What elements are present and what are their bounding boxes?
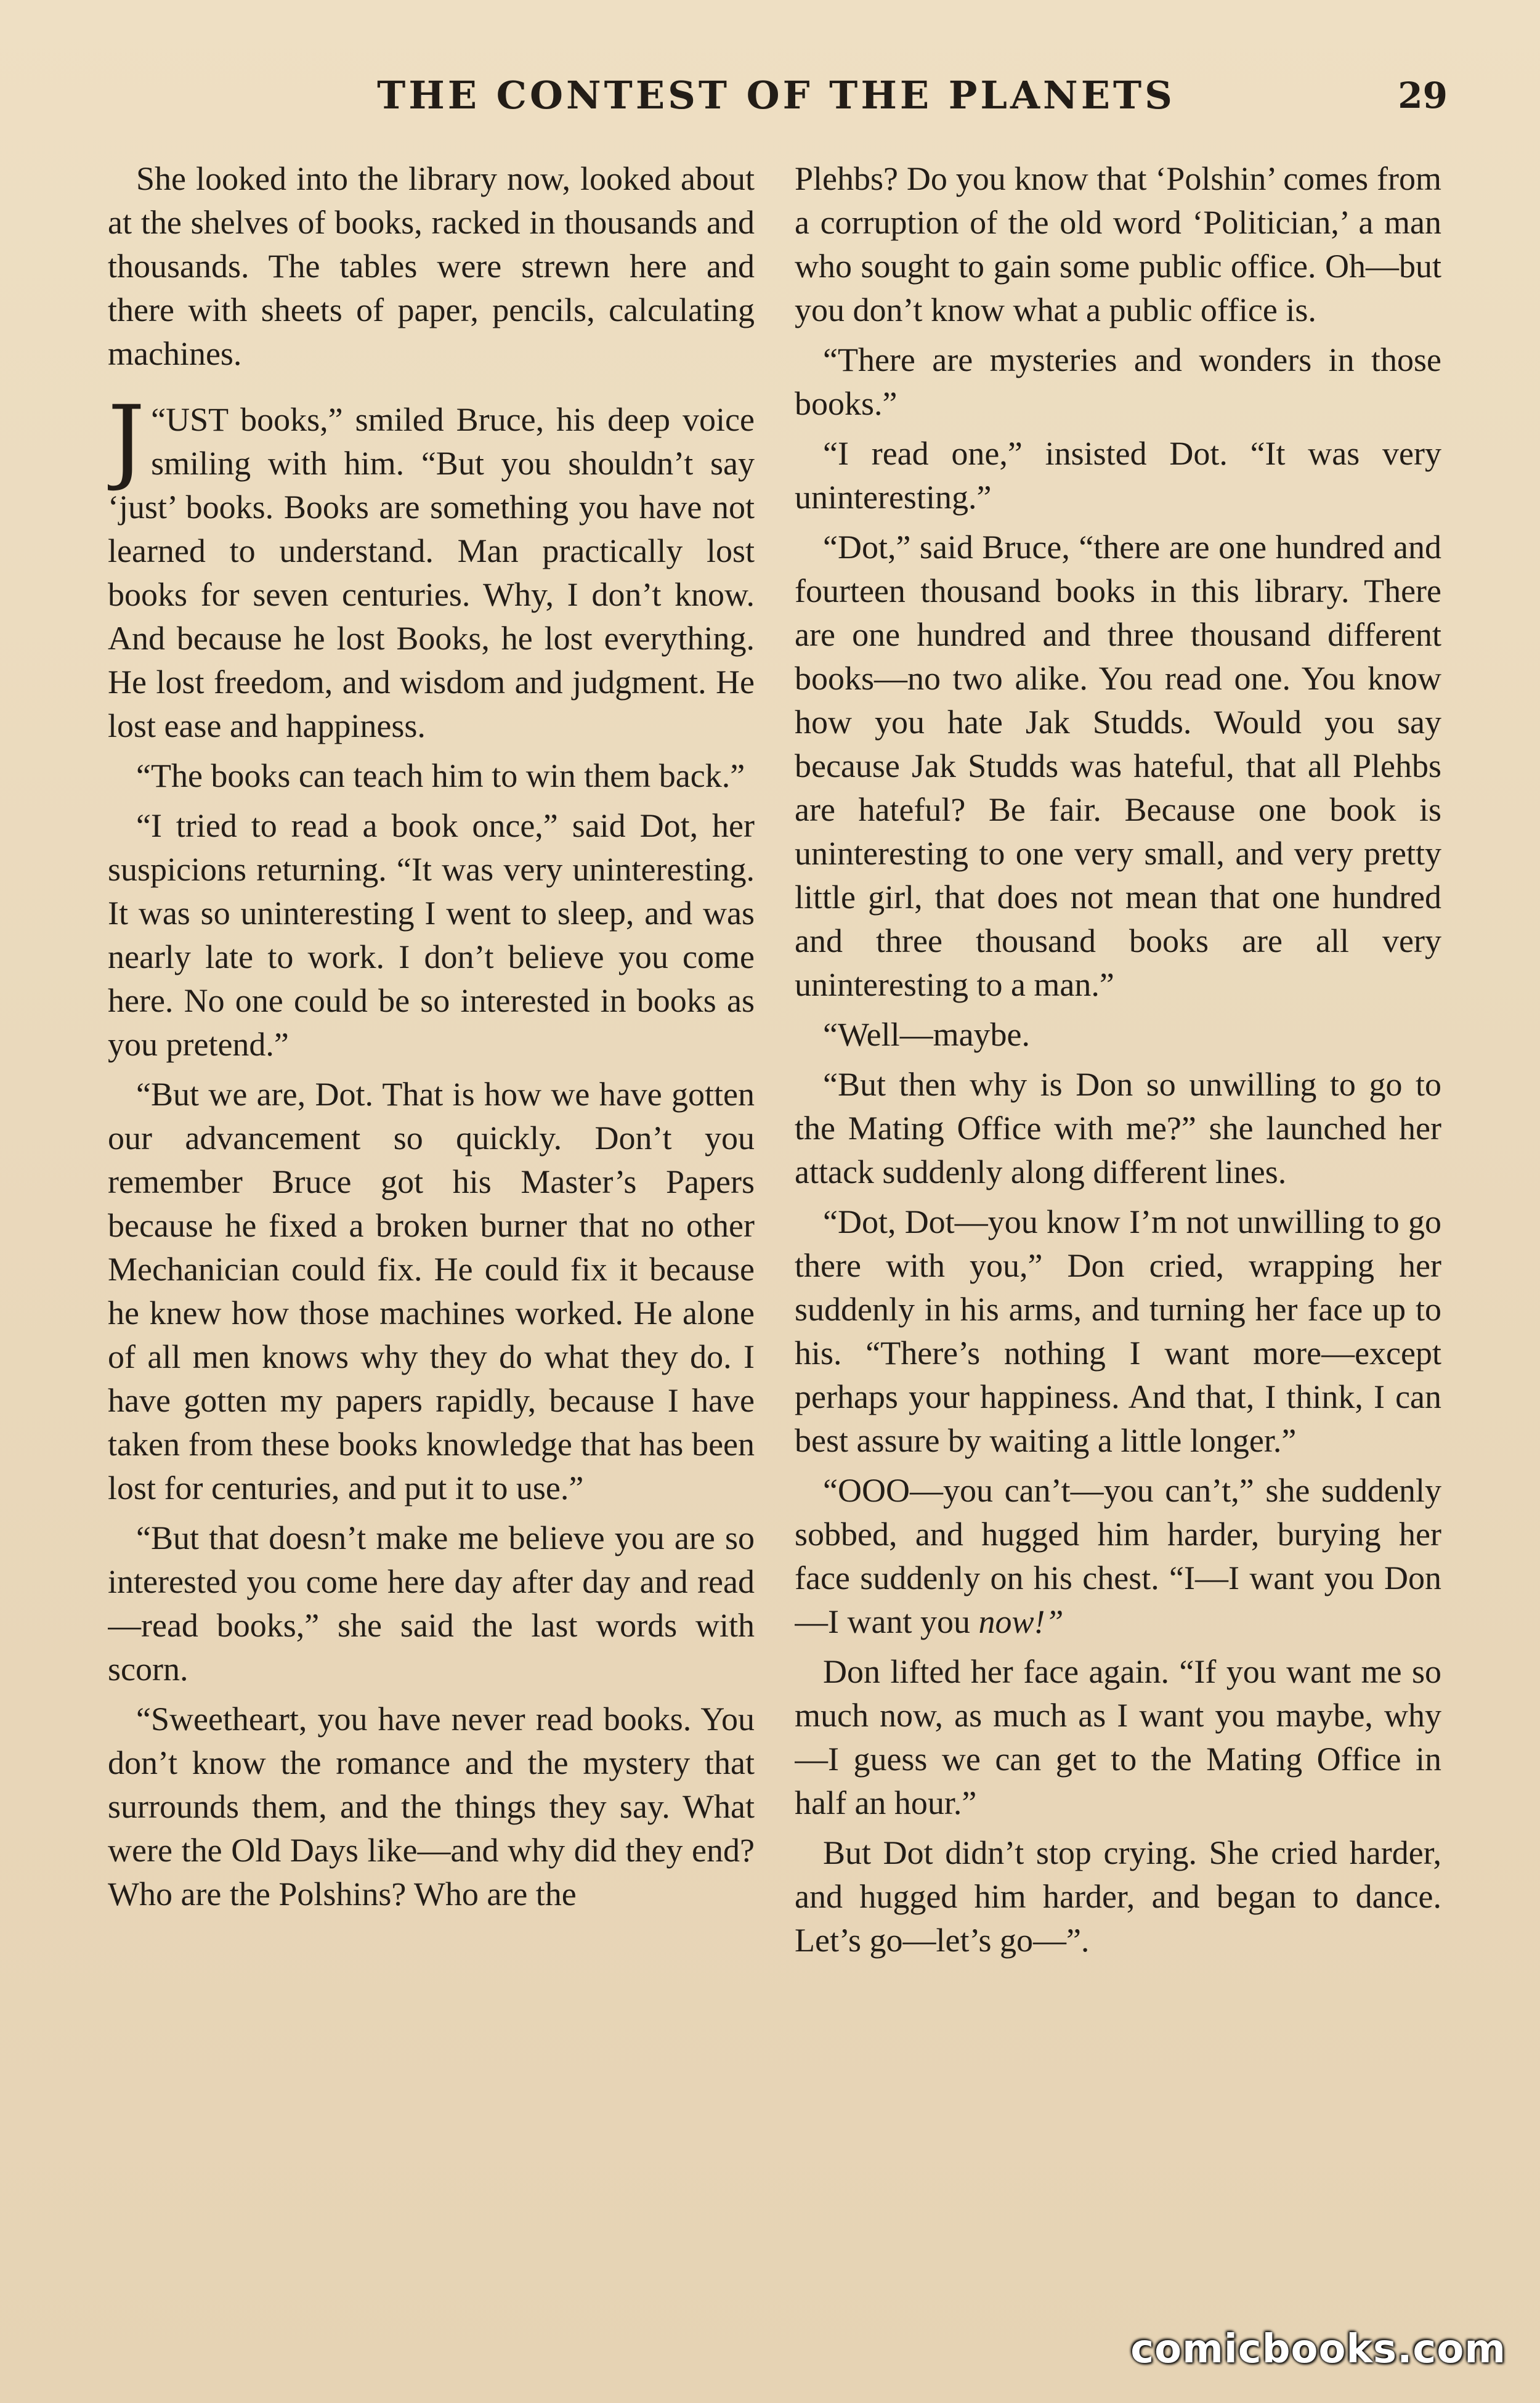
paragraph: “Dot, Dot—you know I’m not unwilling to go there with you,” Don cried, wrapping her suddenly in his arms, and turning her face up to his. “There’s nothing I want more—except perhaps your happiness. And that, I think, I can best assure by waiting a little longer.” [795,1203,1441,1459]
site-watermark: comicbooks.com [1130,2327,1506,2372]
paragraph: “Sweetheart, you have never read books. You don’t know the romance and the mystery that surrounds them, and the things they say. What were the Old Days like—and why did they end? Who are the Polshins? Who are the [108,1701,755,1913]
paragraph: “I tried to read a book once,” said Dot, her suspicions returning. “It was very uninteresting. It was so uninteresting I went to sleep, and was nearly late to work. I don’t believe you come here. No one could be so interested in books as you pretend.” [108,807,755,1063]
page-header [105,68,1448,123]
paragraph: “But that doesn’t make me believe you are so interested you come here day after day and read—read books,” she said the last words with scorn. [108,1519,755,1688]
paragraph-dropcap [108,386,755,748]
paragraph: “I read one,” insisted Dot. “It was very uninteresting.” [795,435,1441,516]
paragraph: She looked into the library now, looked about at the shelves of books, racked in thousands and thousands. The tables were strewn here and there with sheets of paper, pencils, calculating machines. [108,160,755,372]
paragraph: “The books can teach him to win them back.” [136,757,745,794]
text-column-right [795,157,1441,2283]
paragraph: “There are mysteries and wonders in those books.” [795,341,1441,422]
paragraph: “But then why is Don so unwilling to go to the Mating Office with me?” she launched her attack suddenly along different lines. [795,1066,1441,1190]
paragraph-text: UST books,” smiled Bruce, his deep voice smiling with him. “But you shouldn’t say ‘just’ books. Books are something you have not learned to understand. Man practically lost books for seven centuries. Why, I don’t know. And because he lost Books, he lost everything. He lost freedom, and wisdom and judgment. He lost ease and happiness. [108,401,755,744]
paragraph: Don lifted her face again. “If you want me so much now, as much as I want you maybe, why—I guess we can get to the Mating Office in half an hour.” [795,1653,1441,1821]
paragraph-text: “OOO—you can’t—you can’t,” she suddenly sobbed, and hugged him harder, burying her face suddenly on his chest. “I—I want you Don—I want you [795,1472,1441,1640]
paragraph: Plehbs? Do you know that ‘Polshin’ comes from a corruption of the old word ‘Politician,’ a man who sought to gain some public office. Oh—but you don’t know what a public office is. [795,160,1441,328]
paragraph-with-italic [795,1469,1441,1644]
running-title: THE CONTEST OF THE PLANETS [377,73,1175,118]
drop-cap: J [108,386,145,494]
dropcap-open-quote: “ [151,401,166,438]
page-number: 29 [1398,75,1448,116]
paragraph: But Dot didn’t stop crying. She cried harder, and hugged him harder, and began to dance. Let’s go—let’s go—”. [795,1834,1441,1959]
paragraph: “But we are, Dot. That is how we have gotten our advancement so quickly. Don’t you remember Bruce got his Master’s Papers because he fixed a broken burner that no other Mechanician could fix. He could fix it because he knew how those machines worked. He alone of all men knows why they do what they do. I have gotten my papers rapidly, because I have taken from these books knowledge that has been lost for centuries, and put it to use.” [108,1076,755,1506]
paragraph: “Well—maybe. [823,1016,1031,1053]
text-column-left [108,157,755,2283]
italic-emphasis: now!” [978,1603,1064,1640]
paragraph: “Dot,” said Bruce, “there are one hundred and fourteen thousand books in this library. There are one hundred and three thousand different books—no two alike. You read one. You know how you hate Jak Studds. Would you say because Jak Studds was hateful, that all Plehbs are hateful? Be fair. Because one book is uninteresting to one very small, and very pretty little girl, that does not mean that one hundred and three thousand books are all very uninteresting to a man.” [795,529,1441,1003]
